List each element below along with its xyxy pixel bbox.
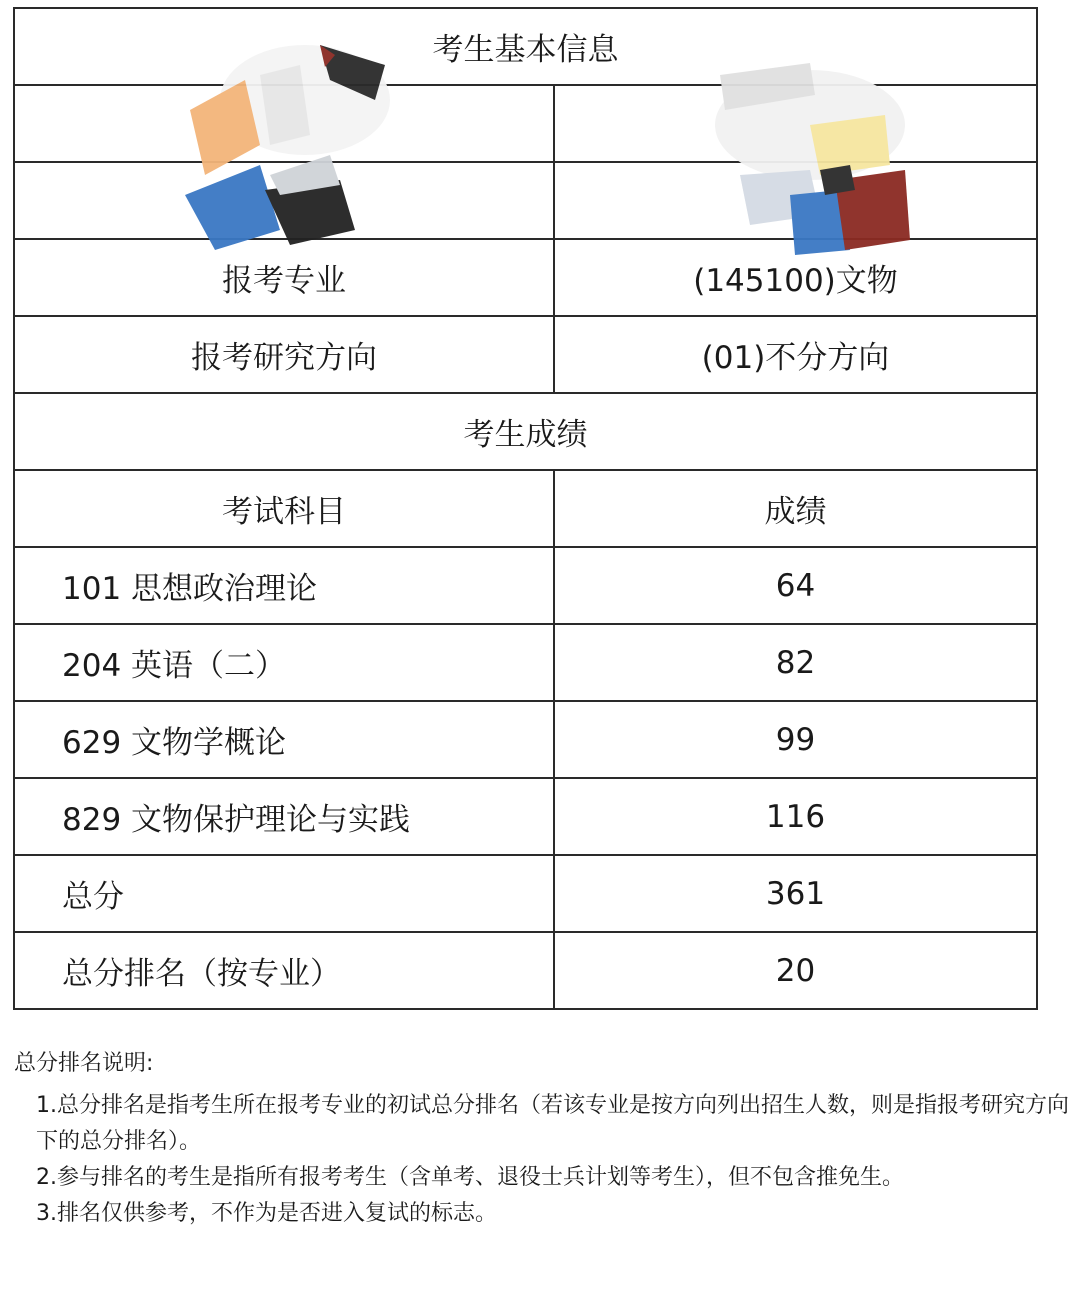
score-cell: 82 [554,624,1037,701]
subject-cell: 204 英语（二） [14,624,554,701]
score-cell: 361 [554,855,1037,932]
table-row [14,932,1037,1009]
notes-title: 总分排名说明: [14,1051,154,1076]
redacted-label-cell [14,162,554,239]
direction-value: (01)不分方向 [554,316,1037,393]
table-row [14,701,1037,778]
direction-label: 报考研究方向 [14,316,554,393]
section-basic-row [14,8,1037,85]
table-row [14,547,1037,624]
major-row [14,239,1037,316]
score-cell: 99 [554,701,1037,778]
score-cell: 20 [554,932,1037,1009]
redacted-row-1 [14,85,1037,162]
header-score: 成绩 [554,470,1037,547]
redacted-value-cell [554,85,1037,162]
subject-cell: 629 文物学概论 [14,701,554,778]
subject-cell: 总分排名（按专业） [14,932,554,1009]
redacted-label-cell [14,85,554,162]
section-scores-row [14,393,1037,470]
subject-cell: 101 思想政治理论 [14,547,554,624]
note-item: 1.总分排名是指考生所在报考专业的初试总分排名（若该专业是按方向列出招生人数，则是指报考研究方向下的总分排名）。 [36,1093,1069,1154]
score-table [13,7,1038,1010]
note-item: 3.排名仅供参考，不作为是否进入复试的标志。 [36,1201,497,1226]
table-row [14,624,1037,701]
score-cell: 64 [554,547,1037,624]
major-value: (145100)文物 [554,239,1037,316]
table-row [14,778,1037,855]
subject-cell: 829 文物保护理论与实践 [14,778,554,855]
ranking-notes [14,1046,1074,1232]
section-scores-title: 考生成绩 [14,393,1037,470]
score-cell: 116 [554,778,1037,855]
note-item: 2.参与排名的考生是指所有报考考生（含单考、退役士兵计划等考生），但不包含推免生。 [36,1165,904,1190]
major-label: 报考专业 [14,239,554,316]
section-basic-title: 考生基本信息 [14,8,1037,85]
redacted-row-2 [14,162,1037,239]
score-header-row [14,470,1037,547]
direction-row [14,316,1037,393]
redacted-value-cell [554,162,1037,239]
table-row [14,855,1037,932]
header-subject: 考试科目 [14,470,554,547]
subject-cell: 总分 [14,855,554,932]
